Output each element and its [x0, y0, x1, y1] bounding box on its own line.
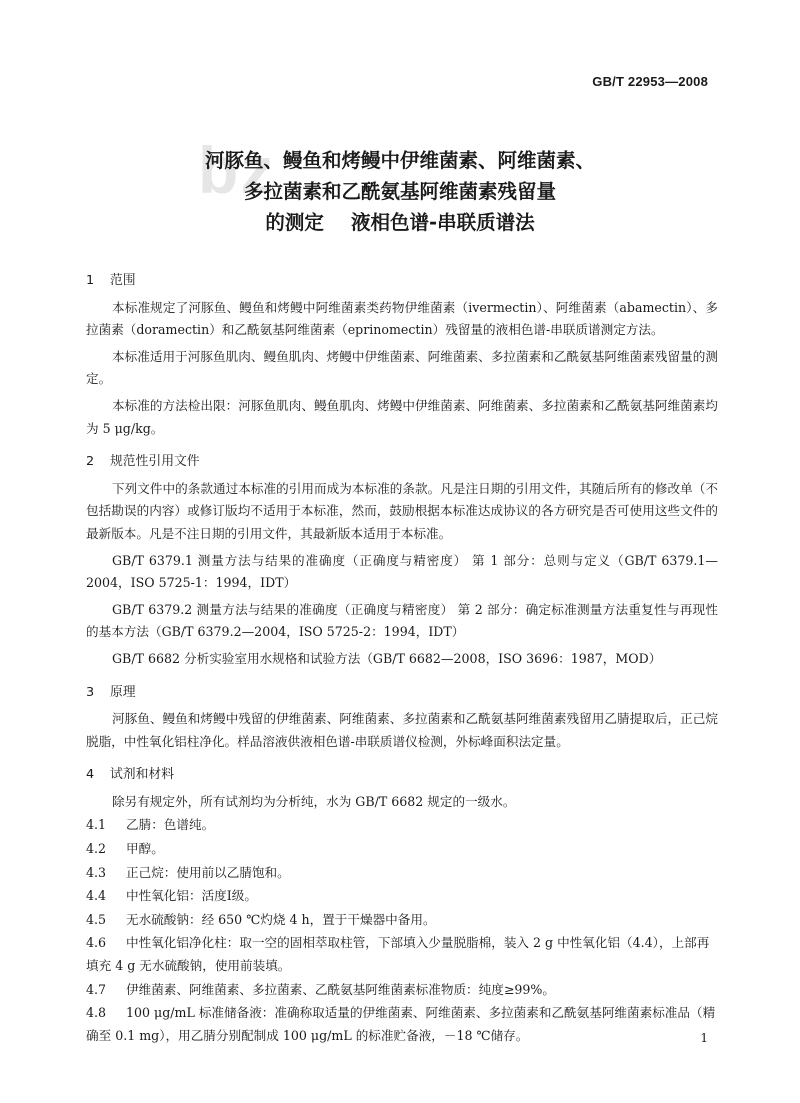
standard-number: GB/T 22953—2008	[592, 74, 708, 89]
list-item	[86, 979, 718, 1002]
page-number: 1	[700, 1031, 708, 1045]
section-title: 规范性引用文件	[110, 454, 200, 470]
list-item	[86, 862, 718, 885]
paragraph: 河豚鱼、鳗鱼和烤鳗中残留的伊维菌素、阿维菌素、多拉菌素和乙酰氨基阿维菌素残留用乙腈提取后，正己烷脱脂，中性氧化铝柱净化。样品溶液供液相色谱-串联质谱仪检测，外标峰面积法定量。	[86, 711, 718, 749]
paragraph: 本标准规定了河豚鱼、鳗鱼和烤鳗中阿维菌素类药物伊维菌素（ivermectin）、阿维菌素（abamectin）、多拉菌素（doramectin）和乙酰氨基阿维菌素（eprinomectin）残留量的液相色谱-串联质谱测定方法。	[86, 299, 718, 338]
paragraph: 下列文件中的条款通过本标准的引用而成为本标准的条款。凡是注日期的引用文件，其随后所有的修改单（不包括勘误的内容）或修订版均不适用于本标准，然而，鼓励根据本标准达成协议的各方研究是否可使用这些文件的最新版本。凡是不注日期的引用文件，其最新版本适用于本标准。	[86, 480, 718, 541]
section-number: 1	[86, 273, 95, 288]
list-item	[86, 932, 718, 977]
document-title	[60, 145, 740, 238]
list-item	[86, 1002, 718, 1047]
item-text: 中性氧化铝：活度Ⅰ级。	[126, 888, 257, 904]
section-number: 2	[86, 454, 95, 470]
section-heading	[86, 682, 718, 705]
item-text: 中性氧化铝净化柱：取一空的固相萃取柱管，下部填入少量脱脂棉，装入 2 g 中性氧化铝（4.4），上部再填充 4 g 无水硫酸钠，使用前装填。	[86, 935, 710, 974]
title-line: 多拉菌素和乙酰氨基阿维菌素残留量	[243, 180, 556, 203]
section-heading	[86, 451, 718, 474]
item-text: 伊维菌素、阿维菌素、多拉菌素、乙酰氨基阿维菌素标准物质：纯度≥99%。	[126, 981, 555, 997]
section-heading	[86, 764, 718, 787]
item-number: 4.7	[86, 981, 107, 997]
document-body	[86, 270, 718, 1047]
item-text: 甲醇。	[126, 841, 164, 857]
list-item	[86, 838, 718, 861]
watermark: bz	[198, 133, 276, 207]
paragraph: 本标准适用于河豚鱼肌肉、鳗鱼肌肉、烤鳗中伊维菌素、阿维菌素、多拉菌素和乙酰氨基阿维菌素残留量的测定。	[86, 348, 718, 387]
item-text: 正己烷：使用前以乙腈饱和。	[126, 864, 290, 880]
title-line: 的测定 液相色谱-串联质谱法	[265, 211, 535, 234]
normative-reference: GB/T 6379.2 测量方法与结果的准确度（正确度与精密度） 第 2 部分：确定标准测量方法重复性与再现性的基本方法（GB/T 6379.2—2004，ISO 5725-2：1994，IDT）	[86, 601, 718, 640]
item-number: 4.1	[86, 817, 107, 833]
item-number: 4.2	[86, 841, 107, 857]
item-number: 4.5	[86, 911, 107, 927]
item-number: 4.4	[86, 888, 107, 904]
paragraph: 本标准的方法检出限：河豚鱼肌肉、鳗鱼肌肉、烤鳗中伊维菌素、阿维菌素、多拉菌素和乙酰氨基阿维菌素均为 5 μg/kg。	[86, 397, 718, 436]
paragraph: 除另有规定外，所有试剂均为分析纯，水为 GB/T 6682 规定的一级水。	[112, 793, 516, 809]
item-text: 乙腈：色谱纯。	[126, 817, 215, 833]
list-item	[86, 909, 718, 932]
section-title: 原理	[110, 684, 136, 700]
section-title: 试剂和材料	[110, 767, 174, 783]
section-number: 4	[86, 767, 95, 783]
section-number: 3	[86, 684, 95, 700]
section-title: 范围	[110, 273, 136, 288]
title-line: 河豚鱼、鳗鱼和烤鳗中伊维菌素、阿维菌素、	[204, 149, 595, 172]
item-number: 4.6	[86, 935, 107, 951]
normative-reference: GB/T 6379.1 测量方法与结果的准确度（正确度与精密度） 第 1 部分：总则与定义（GB/T 6379.1—2004，ISO 5725-1：1994，IDT）	[86, 552, 718, 591]
list-item	[86, 885, 718, 908]
item-number: 4.3	[86, 864, 107, 880]
list-item	[86, 814, 718, 837]
normative-reference: GB/T 6682 分析实验室用水规格和试验方法（GB/T 6682—2008，ISO 3696：1987，MOD）	[112, 650, 662, 666]
item-text: 无水硫酸钠：经 650 ℃灼烧 4 h，置于干燥器中备用。	[126, 911, 436, 927]
item-number: 4.8	[86, 1005, 107, 1021]
item-text: 100 μg/mL 标准储备液：准确称取适量的伊维菌素、阿维菌素、多拉菌素和乙酰氨基阿维菌素标准品（精确至 0.1 mg），用乙腈分别配制成 100 μg/mL 的标准贮备液，－18 ℃储存。	[86, 1005, 716, 1043]
section-heading	[86, 270, 718, 293]
